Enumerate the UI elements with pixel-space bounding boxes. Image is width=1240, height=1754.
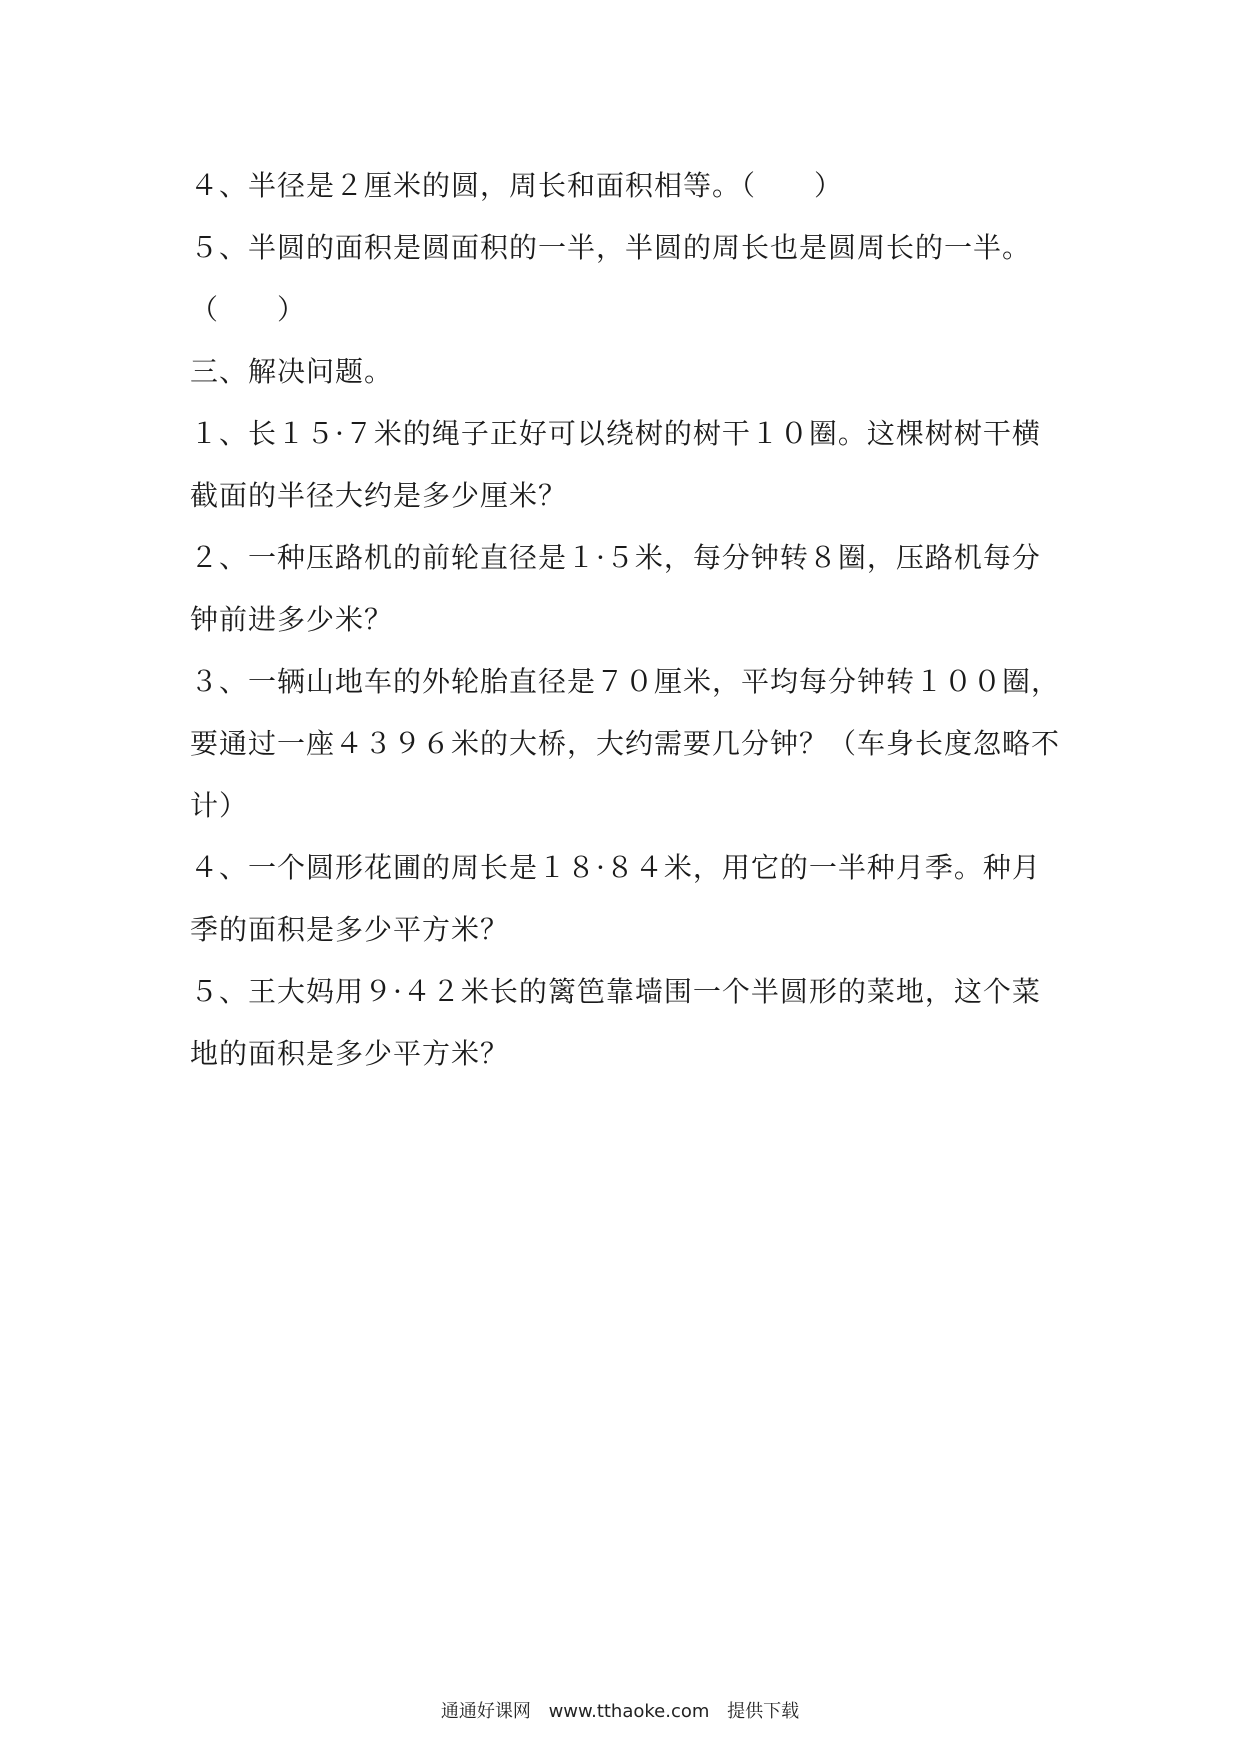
judgment-item-5-bracket: （ ）: [190, 293, 307, 326]
problem-1-line-1: １、长１５·７米的绳子正好可以绕树的树干１０圈。这棵树树干横: [190, 417, 1041, 450]
problem-3-line-2: 要通过一座４３９６米的大桥，大约需要几分钟？（车身长度忽略不: [190, 727, 1061, 760]
problem-3-line-1: ３、一辆山地车的外轮胎直径是７０厘米，平均每分钟转１００圈，: [190, 665, 1061, 698]
page-footer: [0, 1697, 1240, 1723]
footer-suffix: 提供下载: [727, 1701, 800, 1722]
judgment-item-4: ４、半径是２厘米的圆，周长和面积相等。（ ）: [190, 169, 844, 202]
judgment-item-5: ５、半圆的面积是圆面积的一半，半圆的周长也是圆周长的一半。: [190, 231, 1032, 264]
problem-2-line-2: 钟前进多少米？: [190, 603, 394, 636]
problem-3-line-3: 计）: [190, 789, 249, 822]
problem-4-line-1: ４、一个圆形花圃的周长是１８·８４米，用它的一半种月季。种月: [190, 851, 1041, 884]
problem-2-line-1: ２、一种压路机的前轮直径是１·５米，每分钟转８圈，压路机每分: [190, 541, 1041, 574]
footer-site-name: 通通好课网: [440, 1701, 531, 1722]
problem-1-line-2: 截面的半径大约是多少厘米？: [190, 479, 568, 512]
footer-url: www.tthaoke.com: [548, 1701, 710, 1722]
problem-5-line-1: ５、王大妈用９·４２米长的篱笆靠墙围一个半圆形的菜地，这个菜: [190, 975, 1041, 1008]
problem-5-line-2: 地的面积是多少平方米？: [190, 1037, 510, 1070]
problem-4-line-2: 季的面积是多少平方米？: [190, 913, 510, 946]
document-body: [190, 155, 1060, 1085]
section-heading: 三、解决问题。: [190, 355, 394, 388]
